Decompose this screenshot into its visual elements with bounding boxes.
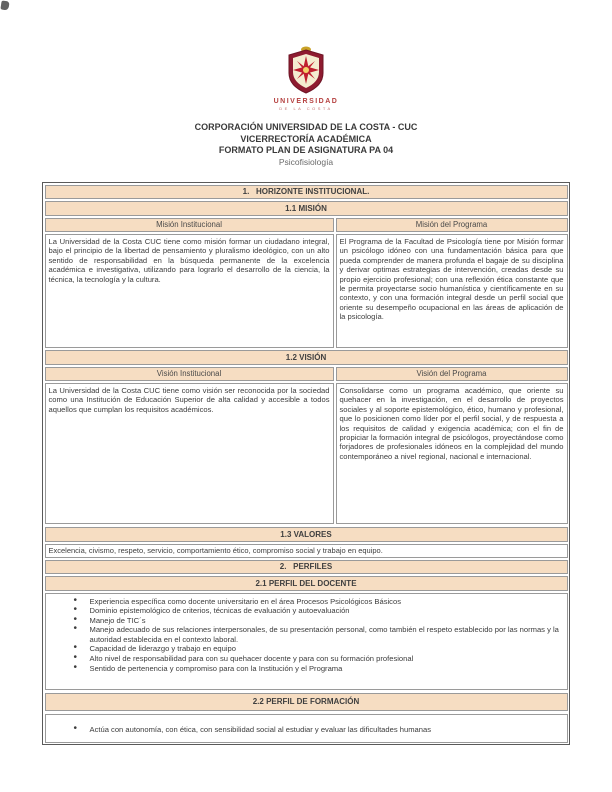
plan-asignatura-table <box>42 182 570 745</box>
section-mision: 1.1 MISIÓN <box>45 201 568 216</box>
scan-artifact <box>0 0 9 10</box>
vicerrectoria-title: VICERRECTORÍA ACADÉMICA <box>240 133 372 144</box>
vision-programa-text: Consolidarse como un programa académico, que oriente su quehacer en la investigación, en el desarrollo de proyectos sociales y al soporte epistemológico, ético, humano y profesional, que lo posicionen como líder por el perfil social, y de respuesta a los requisitos de calidad y exigencia académica; con el fin de propiciar la formación integral de psicólogos, proyectándose como forjadores de profesionales idóneos en la complejidad del mundo contemporáneo a nivel regional, nacional e internacional. <box>336 383 568 524</box>
mision-column-headers <box>45 218 568 233</box>
list-item: • Manejo adecuado de sus relaciones interpersonales, de su presentación personal, como también el respeto establecido por las normas y la autoridad establecida en el contexto laboral. <box>72 625 561 644</box>
list-item: • Experiencia específica como docente universitario en el área Procesos Psicológicos Básicos <box>72 597 561 607</box>
section-horizonte-institucional: 1. HORIZONTE INSTITUCIONAL. <box>45 185 568 200</box>
mision-institucional-header: Misión Institucional <box>45 218 334 233</box>
format-title: FORMATO PLAN DE ASIGNATURA PA 04 <box>218 145 394 155</box>
vision-column-headers <box>45 367 568 382</box>
section-perfiles: 2. PERFILES <box>45 560 568 575</box>
mision-content-row <box>45 234 568 348</box>
mision-programa-text: El Programa de la Facultad de Psicología tiene por Misión formar un psicólogo idóneo con una fundamentación básica para que pueda comprender de manera profunda el bagaje de su disciplina y derivar optimas estrategias de intervención, creadas desde su propio ejercicio profesional; con una reflexión ética constante que le permita proyectarse socio humanística y científicamente en su contexto, y con una formación integral desde un perfil social que oriente su desempeño ocupacional en las áreas de aplicación de la psicología. <box>336 234 568 348</box>
list-item: • Actúa con autonomía, con ética, con sensibilidad social al estudiar y evaluar las dificultades humanas <box>72 725 561 735</box>
list-item: • Capacidad de liderazgo y trabajo en equipo <box>72 644 561 654</box>
logo-university-name: UNIVERSIDAD <box>273 98 339 105</box>
section-valores: 1.3 VALORES <box>45 527 568 542</box>
perfil-formacion-list <box>45 714 568 743</box>
valores-text: Excelencia, civismo, respeto, servicio, comportamiento ético, compromiso social y trabajo en equipo. <box>45 544 568 558</box>
list-item: • Dominio epistemológico de criterios, técnicas de evaluación y autoevaluación <box>72 606 561 616</box>
university-crest-icon <box>286 46 326 96</box>
institution-title: CORPORACIÓN UNIVERSIDAD DE LA COSTA - CUC <box>194 122 418 132</box>
section-vision: 1.2 VISIÓN <box>45 350 568 365</box>
vision-institucional-text: La Universidad de la Costa CUC tiene como visión ser reconocida por la sociedad como una Institución de Educación Superior de alta calidad y accesible a todos aquellos que cumplan los requisitos académicos. <box>45 383 334 524</box>
logo-university-subname: DE LA COSTA <box>279 106 333 111</box>
list-item: • Alto nivel de responsabilidad para con su quehacer docente y para con su formación profesional <box>72 654 561 664</box>
list-item: • Manejo de TIC´s <box>72 616 561 626</box>
perfil-docente-list <box>45 593 568 690</box>
vision-institucional-header: Visión Institucional <box>45 367 334 382</box>
mision-programa-header: Misión del Programa <box>336 218 568 233</box>
docente-bullet-list <box>72 597 561 674</box>
subject-name: Psicofisiología <box>278 156 334 167</box>
university-logo <box>0 46 612 111</box>
vision-programa-header: Visión del Programa <box>336 367 568 382</box>
section-perfil-formacion: 2.2 PERFIL DE FORMACIÓN <box>45 693 568 711</box>
formacion-bullet-list <box>72 725 561 735</box>
vision-content-row <box>45 383 568 524</box>
list-item: • Sentido de pertenencia y compromiso para con la Institución y el Programa <box>72 664 561 674</box>
section-perfil-docente: 2.1 PERFIL DEL DOCENTE <box>45 576 568 591</box>
mision-institucional-text: La Universidad de la Costa CUC tiene como misión formar un ciudadano integral, bajo el principio de la libertad de pensamiento y pluralismo ideológico, con un alto sentido de responsabilidad en la búsqueda permanente de la excelencia académica e investigativa, utilizando para lograrlo el desarrollo de la ciencia, la técnica, la tecnología y la cultura. <box>45 234 334 348</box>
document-header <box>0 122 612 168</box>
